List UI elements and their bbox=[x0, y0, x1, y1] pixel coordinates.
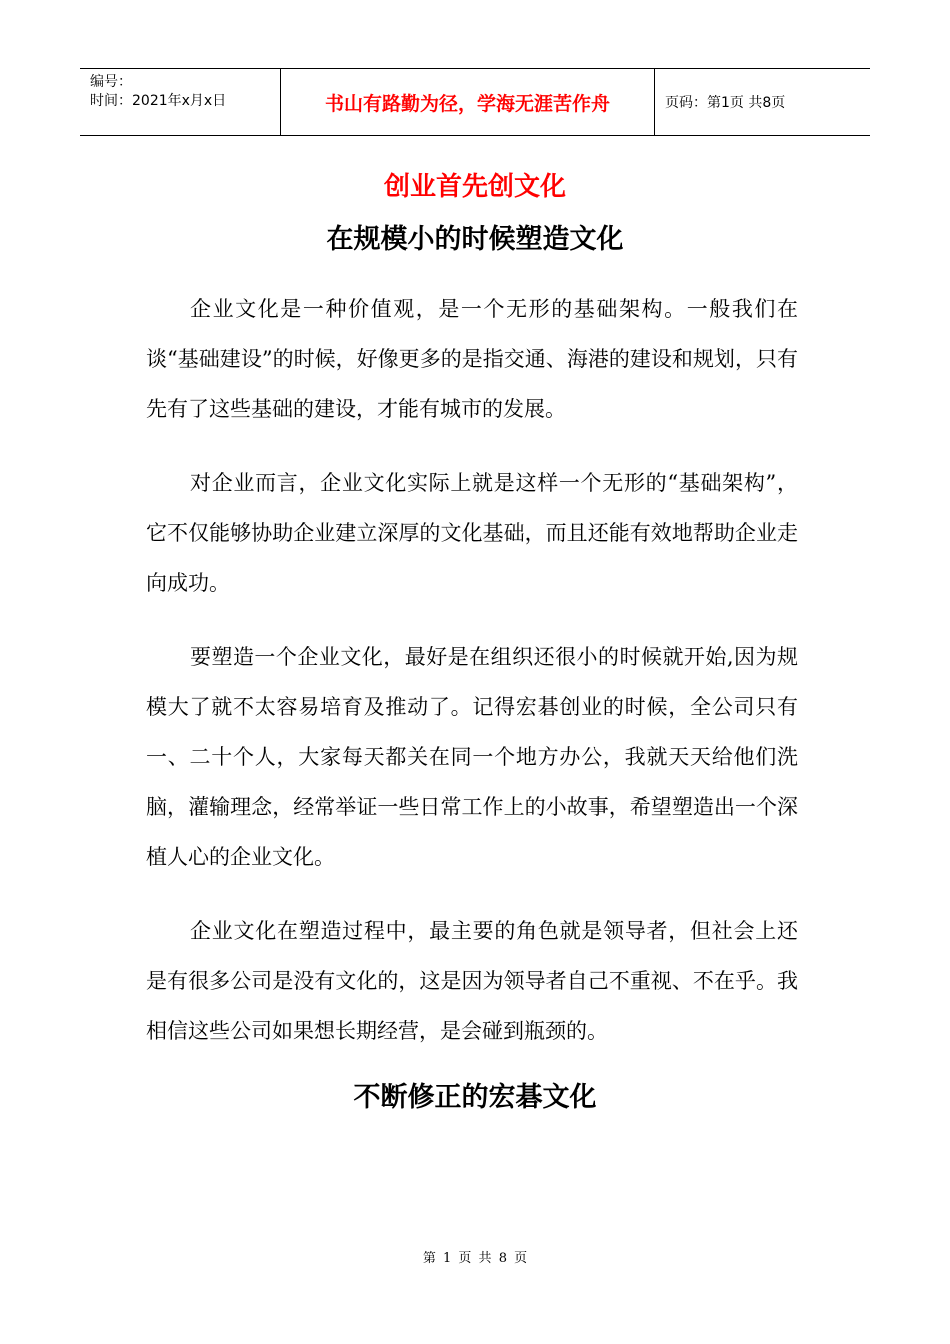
body-paragraph: 企业文化在塑造过程中，最主要的角色就是领导者，但社会上还是有很多公司是没有文化的，这是因为领导者自己不重视、不在乎。我相信这些公司如果想长期经营，是会碰到瓶颈的。 bbox=[146, 919, 798, 1043]
document-number-label: 编号： bbox=[90, 74, 132, 90]
body-paragraph: 对企业而言，企业文化实际上就是这样一个无形的“基础架构”，它不仅能够协助企业建立深厚的文化基础，而且还能有效地帮助企业走向成功。 bbox=[146, 471, 798, 595]
document-subtitle: 在规模小的时候塑造文化 bbox=[326, 224, 624, 255]
body-paragraph: 企业文化是一种价值观，是一个无形的基础架构。一般我们在谈“基础建设”的时候，好像更多的是指交通、海港的建设和规划，只有先有了这些基础的建设，才能有城市的发展。 bbox=[146, 297, 798, 421]
document-date: 时间：2021年x月x日 bbox=[90, 93, 227, 109]
document-body bbox=[146, 284, 798, 1080]
body-paragraph: 要塑造一个企业文化，最好是在组织还很小的时候就开始,因为规模大了就不太容易培育及推动了。记得宏碁创业的时候，全公司只有一、二十个人，大家每天都关在同一个地方办公，我就天天给他们洗脑，灌输理念，经常举证一些日常工作上的小故事，希望塑造出一个深植人心的企业文化。 bbox=[146, 645, 798, 869]
document-title: 创业首先创文化 bbox=[383, 172, 566, 202]
document-header bbox=[80, 68, 870, 136]
section-heading: 不断修正的宏碁文化 bbox=[353, 1082, 597, 1113]
header-meta-cell bbox=[80, 69, 281, 135]
page-footer: 第 1 页 共 8 页 bbox=[422, 1251, 528, 1266]
header-page-info: 页码：第1页 共8页 bbox=[665, 95, 786, 111]
header-motto: 书山有路勤为径，学海无涯苦作舟 bbox=[281, 69, 655, 135]
